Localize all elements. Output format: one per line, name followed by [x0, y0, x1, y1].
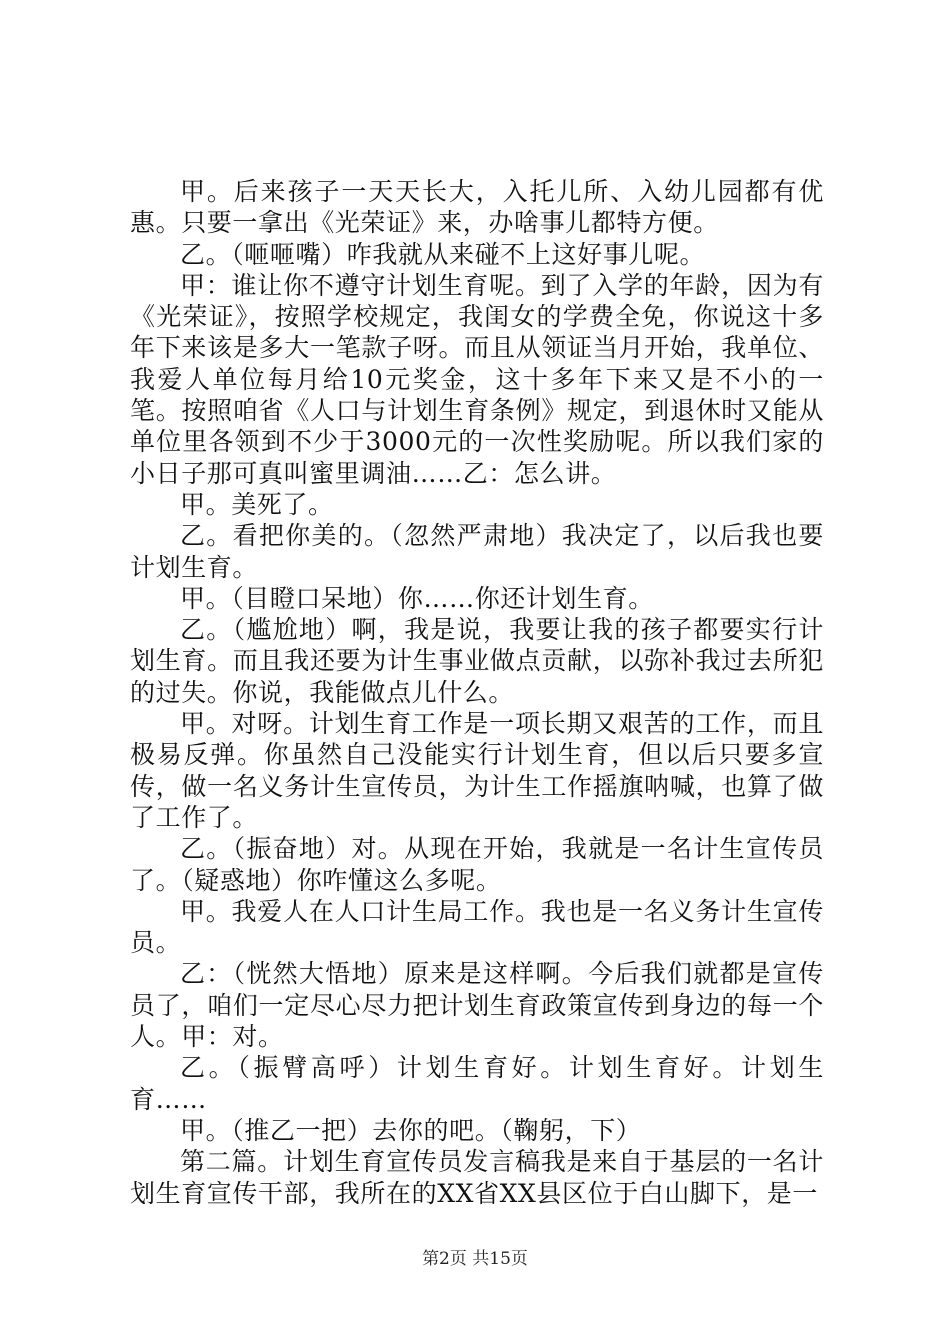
document-body: [130, 176, 824, 1209]
paragraph: 乙。（咂咂嘴）咋我就从来碰不上这好事儿呢。: [180, 239, 706, 269]
paragraph: 甲：谁让你不遵守计划生育呢。到了入学的年龄，因为有《光荣证》，按照学校规定，我闺女的学费全免，你说这十多年下来该是多大一笔款子呀。而且从领证当月开始，我单位、我爱人单位每月给10元奖金，这十多年下来又是不小的一笔。按照咱省《人口与计划生育条例》规定，到退休时又能从单位里各领到不少于3000元的一次性奖励呢。所以我们家的小日子那可真叫蜜里调油……乙：怎么讲。: [130, 270, 824, 488]
paragraph: 乙。（振奋地）对。从现在开始，我就是一名计生宣传员了。（疑惑地）你咋懂这么多呢。: [130, 834, 824, 895]
paragraph: 乙。（振臂高呼）计划生育好。计划生育好。计划生育……: [130, 1053, 824, 1114]
paragraph: 甲。对呀。计划生育工作是一项长期又艰苦的工作，而且极易反弹。你虽然自己没能实行计划生育，但以后只要多宣传，做一名义务计生宣传员，为计生工作摇旗呐喊，也算了做了工作了。: [130, 709, 824, 832]
paragraph: 乙。看把你美的。（忽然严肃地）我决定了，以后我也要计划生育。: [130, 521, 824, 582]
paragraph: 第二篇。计划生育宣传员发言稿我是来自于基层的一名计划生育宣传干部，我所在的XX省XX县区位于白山脚下，是一: [130, 1147, 824, 1208]
paragraph: 甲。（目瞪口呆地）你……你还计划生育。: [180, 583, 654, 613]
paragraph: 甲。美死了。: [180, 489, 334, 519]
paragraph: 甲。我爱人在人口计生局工作。我也是一名义务计生宣传员。: [130, 896, 824, 958]
paragraph: 乙：（恍然大悟地）原来是这样啊。今后我们就都是宣传员了，咱们一定尽心尽力把计划生育政策宣传到身边的每一个人。甲：对。: [130, 959, 824, 1052]
paragraph: 甲。（推乙一把）去你的吧。（鞠躬，下）: [180, 1115, 642, 1145]
paragraph: 乙。（尴尬地）啊，我是说，我要让我的孩子都要实行计划生育。而且我还要为计生事业做点贡献，以弥补我过去所犯的过失。你说，我能做点儿什么。: [130, 615, 824, 707]
page-number-footer: 第2页 共15页: [422, 1249, 528, 1269]
paragraph: 甲。后来孩子一天天长大，入托儿所、入幼儿园都有优惠。只要一拿出《光荣证》来，办啥事儿都特方便。: [130, 177, 824, 238]
